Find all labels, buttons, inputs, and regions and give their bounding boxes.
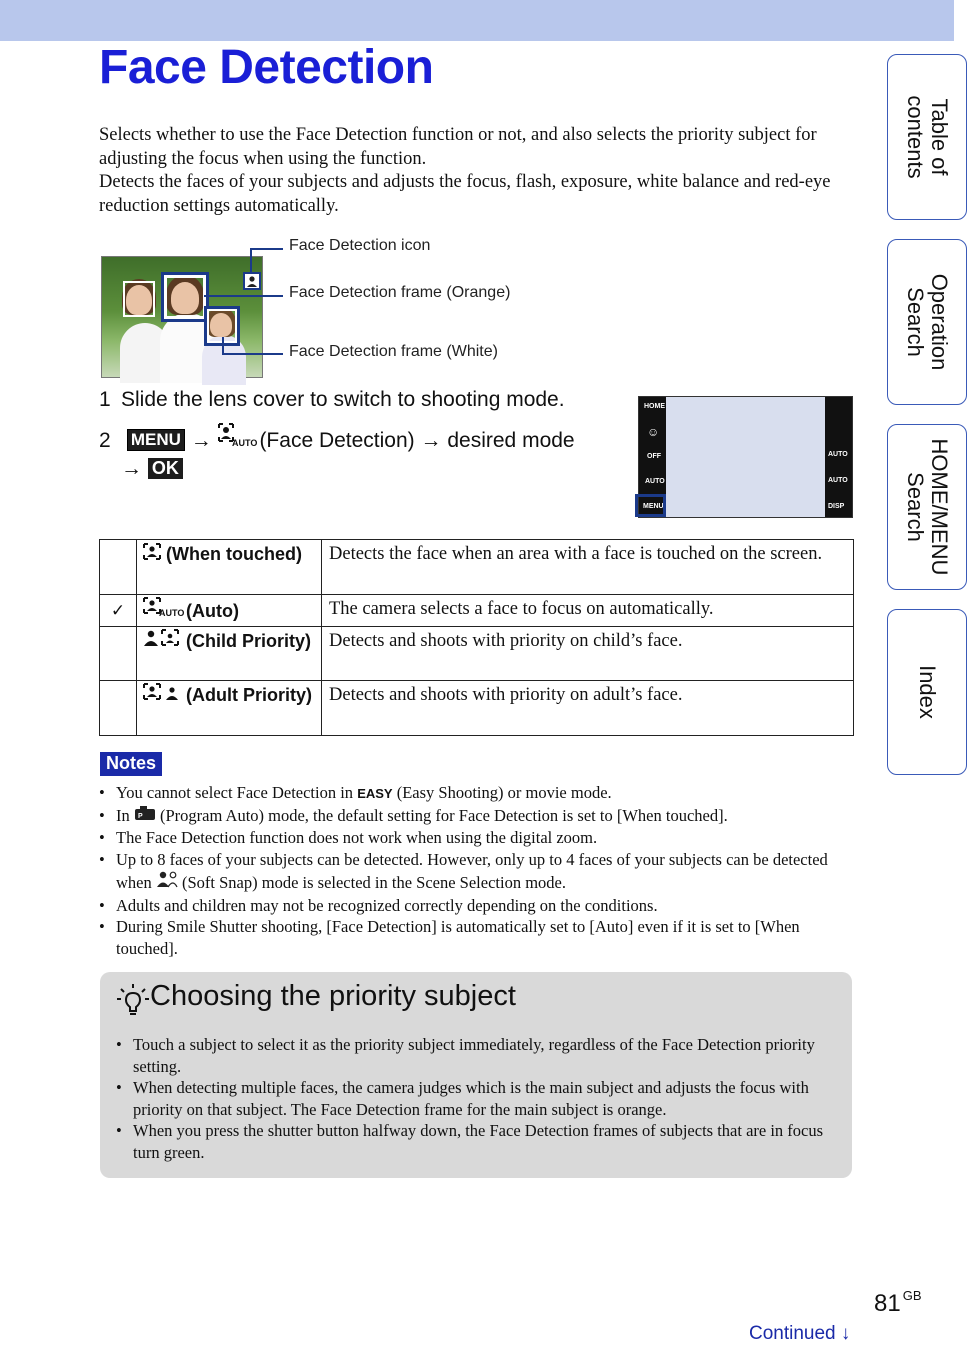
adult-priority-icon	[143, 685, 181, 705]
list-item	[99, 782, 854, 805]
face-detection-icon	[243, 272, 261, 290]
mode-description: The camera selects a face to focus on automatically.	[322, 595, 854, 627]
tip-title: Choosing the priority subject	[150, 980, 516, 1012]
note-2-text-b: (Program Auto) mode, the default setting for Face Detection is set to [When touched].	[160, 805, 728, 825]
callout-line-orange	[204, 295, 283, 297]
callout-line-icon-h	[250, 248, 283, 250]
tab-operation-search[interactable]	[887, 239, 967, 405]
step-1-text: Slide the lens cover to switch to shooting mode.	[121, 388, 565, 411]
sample-photo	[101, 256, 263, 378]
intro-paragraph-1: Selects whether to use the Face Detection function or not, and also selects the priority subject for adjusting the focus when using the function.	[99, 125, 817, 169]
intro-text	[99, 124, 859, 218]
list-item: • When detecting multiple faces, the camera judges which is the main subject and adjusts the focus with priority on that subject. The Face Detection frame for the main subject is orange.	[116, 1077, 834, 1120]
page-title: Face Detection	[99, 41, 434, 94]
notes-badge: Notes	[100, 752, 162, 776]
list-item: • When you press the shutter button halfway down, the Face Detection frames of subjects that are in focus turn green.	[116, 1120, 834, 1163]
face-frame-white-left	[123, 281, 155, 317]
mode-check: ✓	[100, 595, 137, 627]
note-1-text-a: You cannot select Face Detection in	[116, 783, 354, 802]
lcd-home-label: HOME	[644, 403, 665, 410]
step-2	[99, 423, 575, 453]
mode-name	[137, 540, 322, 595]
step-1-number: 1	[99, 388, 111, 411]
mode-name-label: (Auto)	[186, 601, 239, 621]
arrow-2: →	[420, 429, 442, 452]
lightbulb-icon	[116, 982, 150, 1021]
table-row	[100, 681, 854, 736]
callout-frame-white: Face Detection frame (White)	[289, 343, 498, 360]
table-row	[100, 540, 854, 595]
mode-description: Detects and shoots with priority on adult’s face.	[322, 681, 854, 736]
ok-button-icon: OK	[148, 458, 183, 479]
face-frame-orange	[164, 275, 206, 319]
lcd-iso-label: AUTO	[828, 477, 848, 484]
step-2-text: (Face Detection)	[259, 429, 415, 452]
table-row	[100, 627, 854, 681]
callout-line-white-h	[222, 353, 283, 355]
menu-button-icon: MENU	[127, 429, 185, 451]
note-1-text-b: (Easy Shooting) or movie mode.	[396, 783, 612, 802]
tip-list	[116, 1034, 834, 1163]
svg-text:P: P	[137, 812, 143, 820]
list-item	[99, 849, 854, 895]
callout-line-white-v	[222, 337, 224, 354]
header-bar	[0, 0, 954, 41]
lcd-smile-icon: ☺	[647, 425, 660, 439]
step-2-number: 2	[99, 429, 111, 452]
lcd-right-bar	[825, 397, 852, 517]
mode-name-label: (Adult Priority)	[186, 685, 313, 705]
tab-home-menu-search-label: HOME/MENU Search	[903, 438, 952, 576]
arrow-down-icon: ↓	[840, 1323, 851, 1344]
mode-name	[137, 627, 322, 681]
mode-description: Detects and shoots with priority on child’s face.	[322, 627, 854, 681]
page-number-value: 81	[874, 1290, 901, 1317]
table-row	[100, 595, 854, 627]
mode-name-label: (When touched)	[166, 544, 302, 564]
mode-check	[100, 681, 137, 736]
lcd-face-auto-label: AUTO	[645, 478, 665, 485]
mode-name	[137, 681, 322, 736]
lcd-disp-label: DISP	[828, 503, 845, 510]
child-priority-icon	[143, 631, 181, 651]
notes-list	[99, 782, 854, 959]
callout-line-icon-v	[250, 248, 252, 272]
note-4-text-a: Up to 8 faces of your subjects can be detected. However, only up to 4 faces of your subjects can be detected when	[116, 849, 828, 892]
svg-text:AUTO: AUTO	[231, 438, 257, 448]
note-2-text-a: In	[116, 805, 130, 825]
tab-table-of-contents-label: Table of contents	[903, 95, 952, 179]
list-item: • Touch a subject to select it as the priority subject immediately, regardless of the Face Detection priority setting.	[116, 1034, 834, 1077]
program-auto-icon	[134, 805, 156, 828]
page-number-suffix: GB	[902, 1288, 922, 1303]
callout-face-detection-icon: Face Detection icon	[289, 237, 431, 254]
continued-link[interactable]	[749, 1323, 850, 1345]
lcd-menu-label: MENU	[643, 503, 664, 510]
face-touch-icon	[143, 544, 161, 564]
face-auto-icon	[218, 423, 257, 452]
mode-name	[137, 595, 322, 627]
easy-mode-icon: EASY	[357, 786, 393, 801]
step-1	[99, 388, 565, 412]
face-auto-icon	[143, 601, 185, 621]
list-item: • The Face Detection function does not work when using the digital zoom.	[99, 827, 854, 849]
tab-table-of-contents[interactable]	[887, 54, 967, 220]
tab-index-label: Index	[915, 665, 940, 719]
page-number	[874, 1288, 922, 1318]
mode-name-label: (Child Priority)	[186, 631, 312, 651]
list-item: • Adults and children may not be recognized correctly depending on the conditions.	[99, 895, 854, 917]
list-item: • During Smile Shutter shooting, [Face Detection] is automatically set to [Auto] even if it is set to [When touched].	[99, 916, 854, 959]
camera-lcd-screen	[638, 396, 853, 518]
mode-check	[100, 627, 137, 681]
tab-index[interactable]	[887, 609, 967, 775]
lcd-off-label: OFF	[647, 453, 661, 460]
mode-check	[100, 540, 137, 595]
note-4-text-b: (Soft Snap) mode is selected in the Scene Selection mode.	[182, 873, 566, 892]
continued-label: Continued	[749, 1323, 836, 1344]
list-item	[99, 805, 854, 828]
mode-table	[99, 539, 854, 736]
intro-paragraph-2: Detects the faces of your subjects and adjusts the focus, flash, exposure, white balance and red-eye reduction settings automatically.	[99, 172, 831, 216]
step-2-line-2	[121, 457, 183, 481]
mode-description: Detects the face when an area with a face is touched on the screen.	[322, 540, 854, 595]
svg-text:AUTO: AUTO	[159, 608, 185, 618]
lcd-flash-auto-label: AUTO	[828, 451, 848, 458]
soft-snap-icon	[156, 870, 178, 895]
lcd-menu-highlight	[635, 494, 666, 517]
callout-frame-orange: Face Detection frame (Orange)	[289, 284, 511, 301]
tab-operation-search-label: Operation Search	[903, 273, 952, 371]
arrow-3: →	[121, 457, 142, 480]
step-2-desired: desired mode	[447, 429, 575, 452]
arrow-1: →	[190, 429, 212, 452]
tab-home-menu-search[interactable]	[887, 424, 967, 590]
